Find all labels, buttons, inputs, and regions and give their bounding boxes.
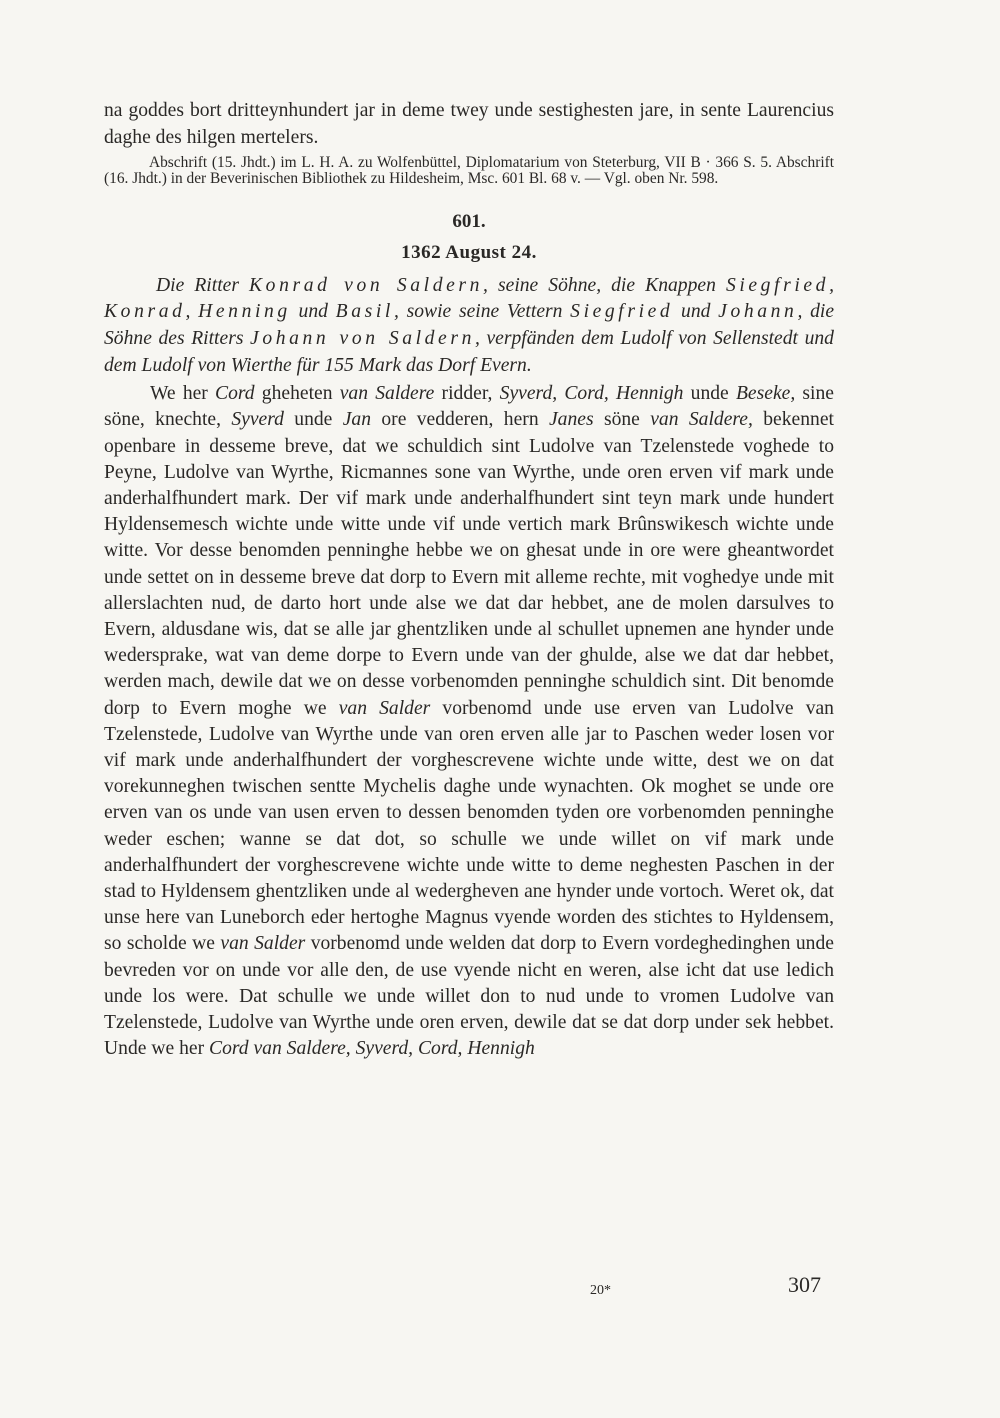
page-content — [104, 98, 834, 1062]
person-name: Konrad — [104, 301, 186, 323]
italic-name: Syverd, Cord, Hennigh — [499, 383, 684, 405]
italic-name: Janes — [548, 409, 594, 431]
regest-segment: und — [290, 301, 336, 323]
page-number: 307 — [788, 1272, 821, 1297]
document-number: 601. — [452, 210, 486, 232]
italic-name: van Salder — [220, 933, 306, 955]
text-segment: vorbenomd unde welden dat dorp to Evern vordeghedinghen unde bevreden vor on unde vor alle den, de use vyende nicht en weren, alse icht dat use ledich unde los were. Dat schulle we unde willet don to nud unde to vromen Ludolve van Tzelenstede, Ludolve van Wyrthe unde oren erven, dewile dat se dat dorp under sek hebbet. Unde we her — [104, 933, 834, 1060]
text-segment: ore vedderen, hern — [371, 409, 549, 431]
person-name: Konrad von Saldern — [249, 274, 484, 296]
regest-segment: , — [185, 301, 199, 323]
regest-segment: Die Ritter — [156, 274, 250, 296]
person-name: Henning — [198, 301, 291, 323]
text-segment: bekennet openbare in desseme breve, dat we schuldich sint Ludolve van Tzelenstede voghede to Peyne, Ludolve van Wyrthe, Ricmannes sone van Wyrthe, unde oren erven vif mark unde anderhalfhundert mark. Der vif mark unde anderhalfhundert sint teyn mark unde hundert Hyldensemesch wichte unde witte unde vif unde vertich mark Brûnswikesch wichte unde witte. Vor desse benomden penninghe hebbe we on ghesat unde in ore were gheantwordet unde settet on in desseme breve dat dorp to Evern mit alleme rechte, mit voghedye unde mit allerslachten nud, de darto hort unde alse we dat dar hebbet, ane de molen darsulves to Evern, aldusdane wis, dat se alle jar ghentzliken unde al schullet upnemen ane hynder unde wedersprake, wat van deme dorpe to Evern unde van der ghulde, alse we dat dar hebbet, werden mach, dewile dat we on desse vorbenomden penninghe schuldich sint. Dit benomde dorp to Evern moghe we — [104, 409, 834, 719]
text-segment: söne — [593, 409, 651, 431]
italic-name: Beseke, — [735, 383, 796, 405]
person-name: Siegfried — [725, 274, 830, 296]
page-footer — [0, 1270, 1000, 1310]
regest-segment: und — [673, 301, 719, 323]
text-segment: gheheten — [254, 383, 340, 405]
text-segment: unde — [283, 409, 343, 431]
italic-name: van Saldere, — [650, 409, 753, 431]
italic-name: van Salder — [338, 697, 431, 719]
signature-mark: 20* — [590, 1283, 611, 1298]
italic-name: Cord van Saldere, Syverd, Cord, Hennigh — [209, 1038, 535, 1060]
regest-segment: , — [829, 274, 834, 296]
regest-summary — [104, 273, 834, 379]
italic-name: Cord — [215, 383, 255, 405]
text-segment: sine söne, knechte, — [104, 383, 834, 431]
text-segment: We her — [150, 383, 216, 405]
italic-name: Syverd — [231, 409, 284, 431]
text-segment: unde — [683, 383, 736, 405]
text-segment: ridder, — [434, 383, 500, 405]
source-note: Abschrift (15. Jhdt.) im L. H. A. zu Wolfenbüttel, Diplomatarium von Steterburg, VII B · 366 S. 5. Abschrift (16. Jhdt.) in der Beverinischen Bibliothek zu Hildesheim, Msc. 601 Bl. 68 v. — Vgl. oben Nr. 598. — [104, 154, 834, 187]
italic-name: van Saldere — [339, 383, 435, 405]
person-name: Basil — [335, 301, 394, 323]
regest-segment: , verpfänden dem Ludolf von Sellenstedt und dem Ludolf von Wierthe für 155 Mark das Dorf Evern. — [104, 327, 834, 376]
person-name: Siegfried — [570, 301, 674, 323]
person-name: Johann — [718, 301, 798, 323]
document-text — [104, 381, 834, 1062]
carryover-text: na goddes bort dritteynhundert jar in deme twey unde sestighesten jare, in sente Laurencius daghe des hilgen mertelers. — [104, 100, 834, 148]
regest-segment: , die Söhne des Ritters — [104, 301, 835, 349]
italic-name: Jan — [342, 409, 372, 431]
regest-segment: , sowie seine Vettern — [393, 301, 571, 323]
regest-segment: , seine Söhne, die Knappen — [483, 274, 726, 296]
person-name: Johann von Saldern — [250, 327, 475, 349]
document-date: 1362 August 24. — [401, 241, 537, 263]
text-segment: vorbenomd unde use erven van Ludolve van Tzelenstede, Ludolve van Wyrthe unde van oren erven alle jar to Paschen weder losen vor vif mark unde anderhalfhundert der vorghescrevene wichte unde witte, dest we on dat vorekunneghen twischen sentte Mychelis daghe unde wynachten. Ok moghet se unde ore erven van os unde van usen erven to dessen benomden tyden ore vorbenomden penninghe weder eschen; wanne se dat dot, so schulle we unde willet on vif mark unde anderhalfhundert der vorghescrevene wichte unde witte to deme neghesten Paschen in der stad to Hyldensem ghentzliken unde al wedergheven ane hynder unde vortoch. Weret ok, dat unse here van Luneborch eder hertoghe Magnus vyende worden des stichtes to Hyldensem, so scholde we — [104, 697, 834, 955]
